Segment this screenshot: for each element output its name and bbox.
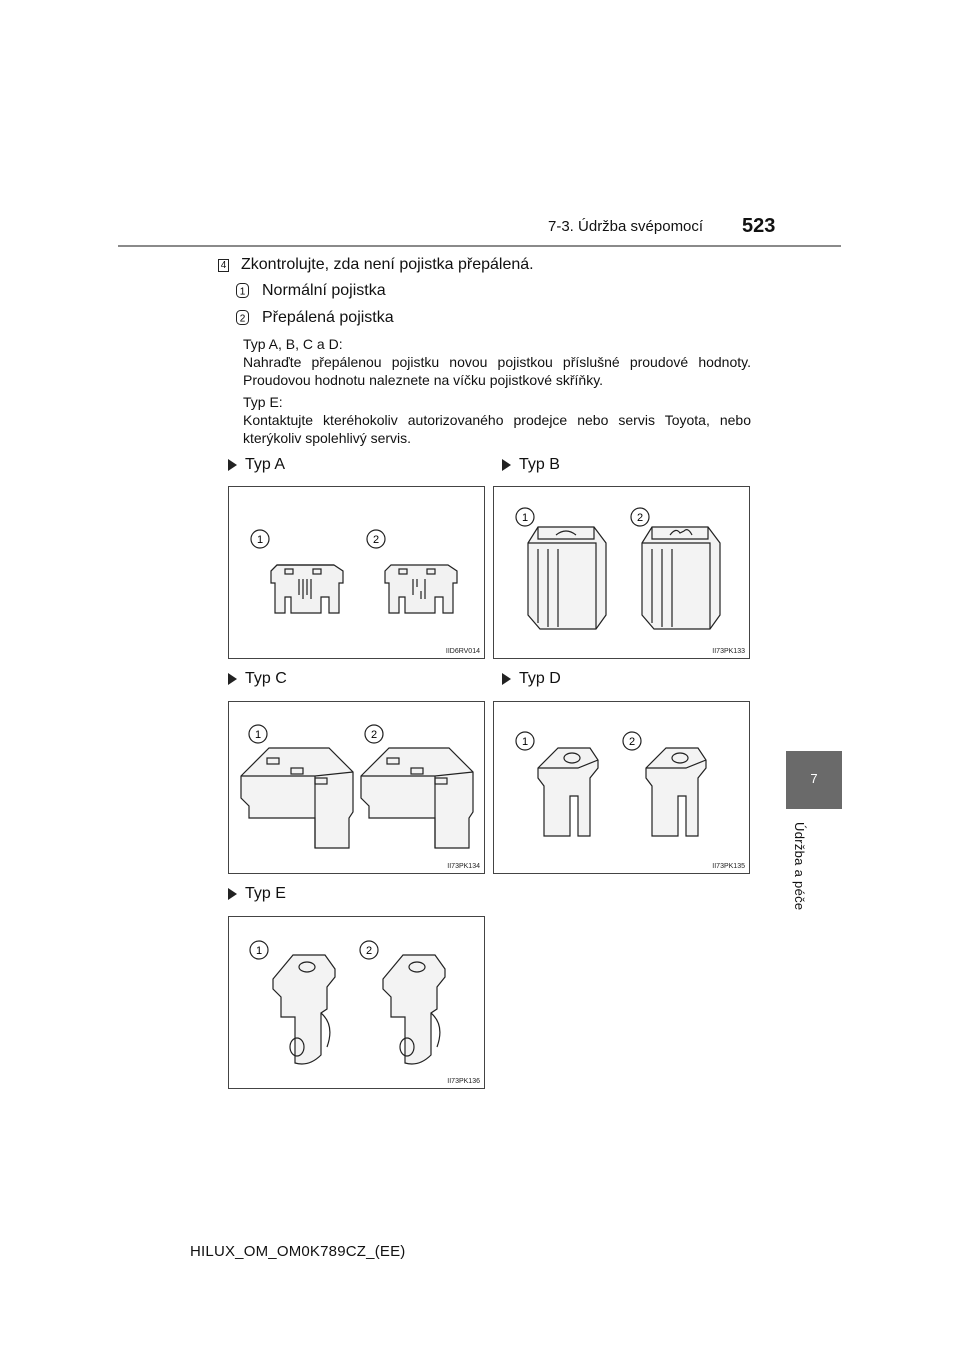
item-text: Normální pojistka (262, 282, 386, 299)
svg-text:2: 2 (636, 512, 644, 524)
chapter-tab-label: Údržba a péče (792, 822, 807, 911)
figure-code: II73PK134 (447, 863, 480, 870)
figure-code: II73PK136 (447, 1078, 480, 1085)
footer-doc-code: HILUX_OM_OM0K789CZ_(EE) (190, 1243, 406, 1260)
chapter-tab-number: 7 (810, 771, 818, 786)
fuse-type-a-illustration (229, 487, 486, 660)
note-body: Kontaktujte kteréhokoliv autorizovaného prodejce nebo servis Toyota, nebo kterýkoliv spolehlivý servis. (243, 412, 751, 446)
fuse-type-d-illustration (494, 702, 751, 875)
svg-text:2: 2 (372, 534, 380, 546)
svg-text:1: 1 (255, 945, 263, 957)
figure-label-type-c: Typ C (228, 670, 287, 688)
svg-text:1: 1 (521, 512, 529, 524)
triangle-bullet-icon (228, 888, 237, 900)
item-blown-fuse (236, 309, 394, 327)
figure-type-e (228, 916, 485, 1089)
figure-label-type-d: Typ D (502, 670, 561, 688)
fuse-type-e-illustration (229, 917, 486, 1090)
note-title: Typ A, B, C a D: (243, 336, 343, 352)
header-section-title: 7-3. Údržba svépomocí (548, 218, 704, 235)
svg-text:1: 1 (521, 736, 529, 748)
svg-text:1: 1 (239, 286, 246, 298)
figure-code: II73PK133 (712, 648, 745, 655)
figure-type-d (493, 701, 750, 874)
triangle-bullet-icon (228, 459, 237, 471)
figure-label-type-e: Typ E (228, 885, 286, 903)
callout-1-icon (236, 283, 250, 299)
triangle-bullet-icon (228, 673, 237, 685)
note-type-e (243, 393, 751, 447)
step-number-box: 4 (218, 259, 229, 272)
svg-text:1: 1 (254, 729, 262, 741)
figure-label-type-b: Typ B (502, 456, 560, 474)
svg-text:2: 2 (370, 729, 378, 741)
svg-text:1: 1 (256, 534, 264, 546)
fuse-type-b-illustration (494, 487, 751, 660)
note-title: Typ E: (243, 394, 283, 410)
figure-label-type-a: Typ A (228, 456, 285, 474)
triangle-bullet-icon (502, 673, 511, 685)
item-normal-fuse (236, 282, 386, 300)
item-text: Přepálená pojistka (262, 309, 394, 326)
figure-code: IID6RV014 (445, 648, 480, 655)
figure-type-a (228, 486, 485, 659)
svg-text:2: 2 (628, 736, 636, 748)
note-type-abcd (243, 335, 751, 389)
figure-type-b (493, 486, 750, 659)
chapter-tab[interactable] (786, 751, 842, 809)
svg-text:2: 2 (365, 945, 373, 957)
fuse-type-c-illustration (229, 702, 486, 875)
callout-2-icon (236, 310, 250, 326)
note-body: Nahraďte přepálenou pojistku novou pojistkou příslušné proudové hodnoty. Proudovou hodnotu naleznete na víčku pojistkové skříňky. (243, 354, 751, 388)
svg-text:2: 2 (239, 313, 246, 325)
figure-code: II73PK135 (712, 863, 745, 870)
triangle-bullet-icon (502, 459, 511, 471)
header-rule (118, 245, 841, 247)
figure-type-c (228, 701, 485, 874)
step-text: Zkontrolujte, zda není pojistka přepálená. (241, 256, 534, 273)
page-number: 523 (742, 215, 776, 237)
step-4 (218, 256, 534, 274)
